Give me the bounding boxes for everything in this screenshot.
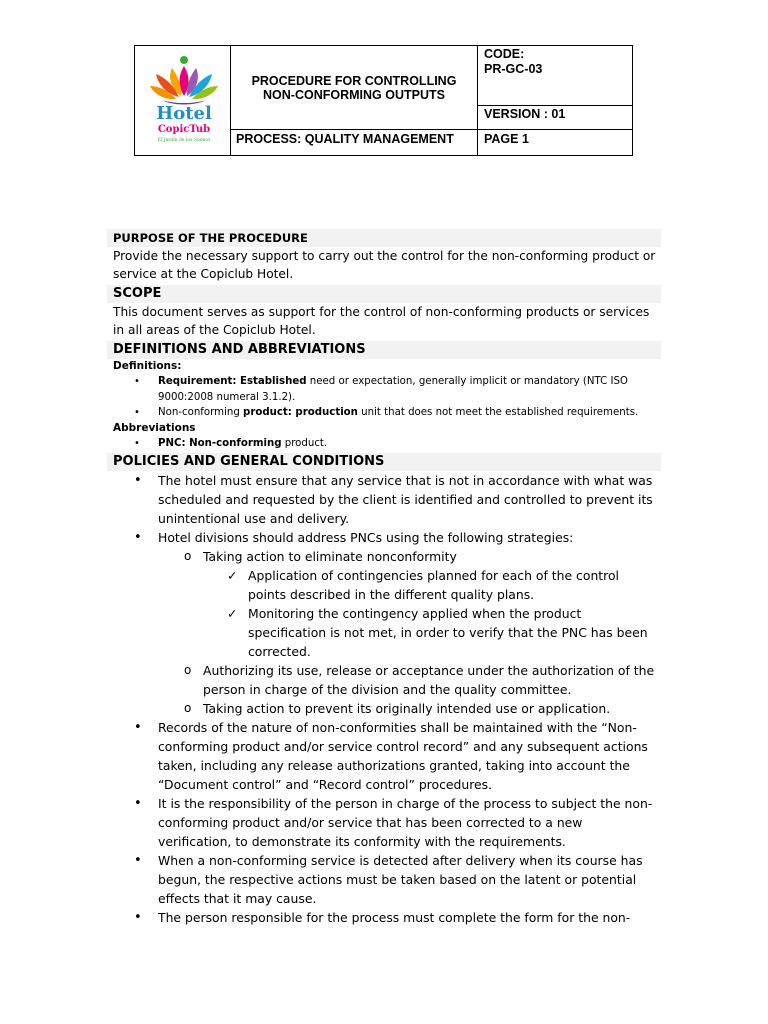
- logo-brand-word: CopicTub: [157, 124, 211, 135]
- document-title-cell: [231, 46, 478, 130]
- abbreviations-list: [107, 436, 661, 452]
- purpose-heading: PURPOSE OF THE PROCEDURE: [107, 229, 661, 247]
- bullet-icon: •: [134, 437, 140, 449]
- policy-line: scheduled and requested by the client is identified and controlled to prevent its: [158, 492, 653, 507]
- list-item: [107, 471, 661, 528]
- policy-line: verification, to demonstrate its conformity with the requirements.: [158, 834, 566, 849]
- strategy-line: Authorizing its use, release or acceptance under the authorization of the: [203, 663, 655, 678]
- definitions-heading: DEFINITIONS AND ABBREVIATIONS: [107, 341, 661, 359]
- policy-line: conforming product and/or service that has been corrected to a new: [158, 815, 583, 830]
- checkmark-icon: ✓: [227, 568, 238, 583]
- purpose-text: [107, 247, 661, 283]
- code-cell: [478, 46, 632, 106]
- list-item: [203, 604, 661, 661]
- policy-line: Hotel divisions should address PNCs using the following strategies:: [158, 530, 574, 545]
- policy-line: conforming product and/or service control record” and any subsequent actions: [158, 739, 648, 754]
- document-title-line2: NON-CONFORMING OUTPUTS: [263, 87, 445, 102]
- strategy-line: Taking action to eliminate nonconformity: [203, 549, 457, 564]
- circle-bullet-icon: o: [184, 549, 192, 563]
- term: Requirement: Established: [158, 376, 307, 387]
- purpose-line: Provide the necessary support to carry out the control for the non-conforming product or: [113, 249, 656, 263]
- definitions-label: Definitions:: [113, 360, 182, 372]
- policy-line: The person responsible for the process must complete the form for the non-: [158, 910, 631, 925]
- list-item: [107, 374, 661, 405]
- policy-line: unintentional use and delivery.: [158, 511, 350, 526]
- policy-line: begun, the respective actions must be taken based on the latent or potential: [158, 872, 637, 887]
- process-cell: PROCESS: QUALITY MANAGEMENT: [231, 130, 478, 155]
- bullet-icon: •: [134, 407, 140, 418]
- scope-line: in all areas of the Copiclub Hotel.: [113, 323, 316, 337]
- list-item: [107, 851, 661, 908]
- scope-line: This document serves as support for the control of non-conforming products or services: [113, 305, 650, 319]
- sub-strategy-line: Monitoring the contingency applied when the product: [248, 606, 582, 621]
- definition-text: product.: [281, 437, 328, 449]
- document-body: [107, 229, 661, 927]
- term: PNC: Non-conforming: [158, 437, 282, 449]
- abbreviations-label: Abbreviations: [113, 421, 196, 434]
- checkmark-icon: ✓: [227, 606, 238, 621]
- bullet-icon: •: [134, 530, 142, 545]
- code-label: CODE:: [484, 47, 525, 61]
- bullet-icon: •: [134, 796, 142, 811]
- definition-text: need or expectation, generally implicit or mandatory (NTC ISO: [306, 376, 628, 387]
- logo-hotel-word: Hotel: [156, 103, 212, 124]
- bullet-icon: •: [134, 473, 142, 488]
- sub-strategy-line: specification is not met, in order to verify that the PNC has been: [248, 625, 648, 640]
- policy-line: “Document control” and “Record control” procedures.: [158, 777, 493, 792]
- definition-text: Non-conforming: [158, 407, 244, 418]
- bullet-icon: •: [134, 376, 140, 387]
- policies-heading: POLICIES AND GENERAL CONDITIONS: [107, 453, 661, 471]
- document-title-line1: PROCEDURE FOR CONTROLLING: [251, 73, 457, 88]
- list-item: [107, 794, 661, 851]
- term: product: production: [243, 407, 358, 418]
- definition-text: unit that does not meet the established requirements.: [357, 407, 639, 418]
- strategy-line: Taking action to prevent its originally intended use or application.: [203, 701, 611, 716]
- list-item: [107, 908, 661, 927]
- sub-strategies-list: [203, 566, 661, 661]
- logo-tagline: El Jardín de los Sueños: [157, 138, 211, 143]
- sub-strategy-line: points described in the different quality plans.: [248, 587, 535, 602]
- list-item: [158, 547, 661, 661]
- bullet-icon: •: [134, 910, 142, 925]
- policy-line: When a non-conforming service is detected after delivery when its course has: [158, 853, 643, 868]
- sub-strategy-line: Application of contingencies planned for each of the control: [248, 568, 619, 583]
- hotel-logo: [148, 54, 220, 150]
- circle-bullet-icon: o: [184, 701, 192, 715]
- sub-strategy-line: corrected.: [248, 644, 311, 659]
- policy-line: taken, including any release authorizations granted, taking into account the: [158, 758, 630, 773]
- circle-bullet-icon: o: [184, 663, 192, 677]
- definition-text: 9000:2008 numeral 3.1.2).: [158, 391, 296, 403]
- header-table: [134, 45, 633, 156]
- bullet-icon: •: [134, 853, 142, 868]
- policy-line: It is the responsibility of the person in charge of the process to subject the non-: [158, 796, 653, 811]
- policy-line: The hotel must ensure that any service that is not in accordance with what was: [158, 473, 653, 488]
- strategy-line: person in charge of the division and the quality committee.: [203, 682, 572, 697]
- purpose-line: service at the Copiclub Hotel.: [113, 267, 294, 281]
- policy-line: Records of the nature of non-conformities shall be maintained with the “Non-: [158, 720, 637, 735]
- list-item: [107, 436, 661, 452]
- page-number-cell: PAGE 1: [484, 132, 529, 146]
- list-item: [107, 718, 661, 794]
- list-item: [107, 405, 661, 421]
- version-cell: VERSION : 01: [478, 106, 632, 130]
- strategies-list: [158, 547, 661, 718]
- definitions-list: [107, 374, 661, 421]
- policies-list: [107, 471, 661, 927]
- list-item: [107, 528, 661, 718]
- list-item: [158, 661, 661, 699]
- list-item: [158, 699, 661, 718]
- logo-cell: [135, 46, 231, 155]
- scope-heading: SCOPE: [107, 285, 661, 303]
- scope-text: [107, 303, 661, 339]
- bullet-icon: •: [134, 720, 142, 735]
- list-item: [203, 566, 661, 604]
- code-value: PR-GC-03: [484, 62, 543, 76]
- policy-line: effects that it may cause.: [158, 891, 317, 906]
